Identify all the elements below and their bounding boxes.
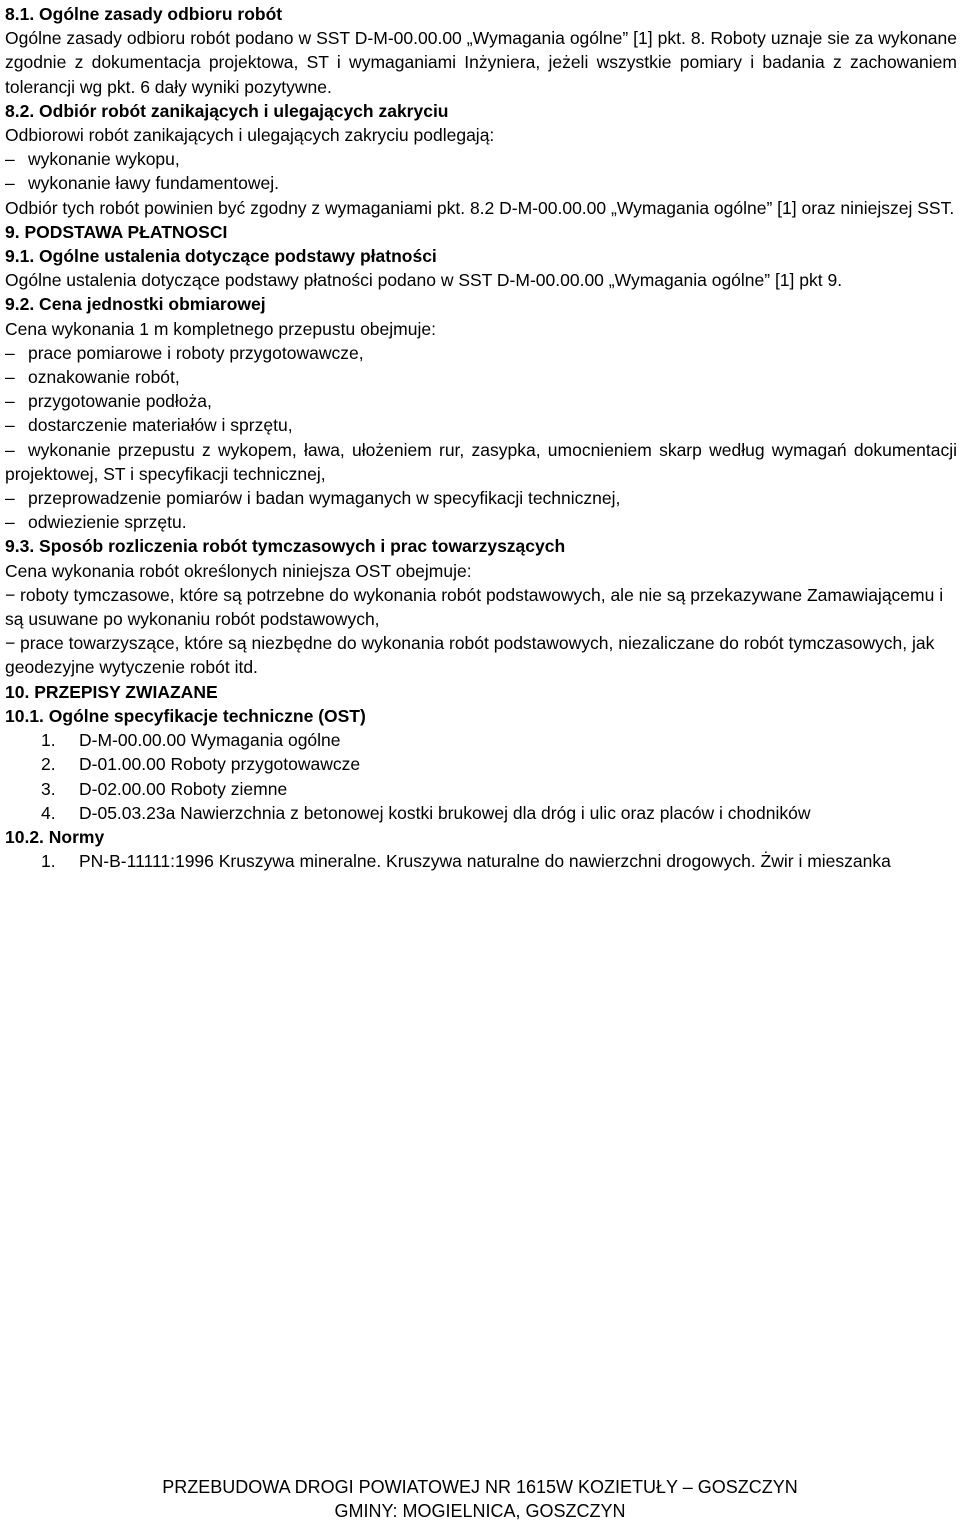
- minus-list-text: roboty tymczasowe, które są potrzebne do wykonania robót podstawowych, ale nie są przekazywane Zamawiającemu i są usuwane po wykonaniu robót podstawowych,: [5, 584, 944, 630]
- section-8-2-outro: Odbiór tych robót powinien być zgodny z wymaganiami pkt. 8.2 D-M-00.00.00 „Wymagania ogólne” [1] oraz niniejszej SST.: [5, 197, 955, 218]
- dash-list-text: wykonanie wykopu,: [28, 149, 180, 170]
- dash-list-item: [5, 171, 957, 195]
- dash-list-text: wykonanie ławy fundamentowej.: [28, 173, 279, 194]
- dash-marker: –: [5, 173, 15, 194]
- dash-list-item: [5, 389, 957, 413]
- minus-list-text: prace towarzyszące, które są niezbędne do wykonania robót podstawowych, niezaliczane do robót tymczasowych, jak geodezyjne wytyczenie robót itd.: [5, 633, 935, 678]
- list-item: [5, 849, 957, 873]
- footer-line-2: GMINY: MOGIELNICA, GOSZCZYN: [334, 1501, 626, 1521]
- dash-marker: –: [5, 149, 15, 170]
- list-item: [5, 752, 957, 776]
- dash-list-text: prace pomiarowe i roboty przygotowawcze,: [28, 342, 364, 363]
- section-9-3-intro: Cena wykonania robót określonych niniejsza OST obejmuje:: [5, 560, 472, 581]
- footer-line-1: PRZEBUDOWA DROGI POWIATOWEJ NR 1615W KOZIETUŁY – GOSZCZYN: [162, 1477, 798, 1497]
- page-footer: [0, 1475, 960, 1523]
- list-text: D-05.03.23a Nawierzchnia z betonowej kostki brukowej dla dróg i ulic oraz placów i chodników: [79, 802, 811, 823]
- dash-marker: –: [5, 439, 15, 460]
- dash-list-text: oznakowanie robót,: [28, 367, 180, 388]
- section-8-2-heading: 8.2. Odbiór robót zanikających i ulegających zakryciu: [5, 100, 449, 121]
- section-9-2-intro: Cena wykonania 1 m kompletnego przepustu obejmuje:: [5, 318, 436, 339]
- dash-list-item: [5, 413, 957, 437]
- minus-marker: −: [5, 584, 16, 605]
- list-text: D-M-00.00.00 Wymagania ogólne: [79, 730, 341, 751]
- list-item: [5, 777, 957, 801]
- list-number: 1.: [41, 730, 56, 751]
- section-9-heading: 9. PODSTAWA PŁATNOSCI: [5, 221, 228, 242]
- dash-list-item: [5, 341, 957, 365]
- list-item: [5, 801, 957, 825]
- section-8-1-heading: 8.1. Ogólne zasady odbioru robót: [5, 4, 283, 24]
- section-10-1-heading: 10.1. Ogólne specyfikacje techniczne (OST): [5, 705, 366, 726]
- list-number: 2.: [41, 754, 56, 775]
- norms-list: [5, 849, 957, 873]
- dash-marker: –: [5, 367, 15, 388]
- dash-list-text: przeprowadzenie pomiarów i badan wymaganych w specyfikacji technicznej,: [28, 488, 621, 509]
- list-text: D-01.00.00 Roboty przygotowawcze: [79, 754, 361, 775]
- list-text: D-02.00.00 Roboty ziemne: [79, 778, 288, 799]
- section-10-2-heading: 10.2. Normy: [5, 826, 105, 847]
- list-text: PN-B-11111:1996 Kruszywa mineralne. Kruszywa naturalne do nawierzchni drogowych. Żwir i mieszanka: [79, 851, 891, 872]
- document-body: [5, 2, 957, 873]
- minus-list-item: [5, 583, 957, 631]
- section-10-heading: 10. PRZEPISY ZWIAZANE: [5, 681, 218, 702]
- dash-list-item: [5, 365, 957, 389]
- minus-list-item: [5, 631, 957, 679]
- dash-list-text: wykonanie przepustu z wykopem, ława, ułożeniem rur, zasypka, umocnieniem skarp według wymagań dokumentacji projektowej, ST i specyfikacji technicznej,: [5, 439, 957, 484]
- dash-list-item: [5, 510, 957, 534]
- dash-marker: –: [5, 488, 15, 509]
- list-number: 4.: [41, 802, 56, 823]
- list-number: 1.: [41, 851, 56, 872]
- list-item: [5, 728, 957, 752]
- section-9-2-heading: 9.2. Cena jednostki obmiarowej: [5, 294, 266, 315]
- dash-list-text: dostarczenie materiałów i sprzętu,: [28, 415, 293, 436]
- dash-marker: –: [5, 342, 15, 363]
- section-8-2-intro: Odbiorowi robót zanikających i ulegających zakryciu podlegają:: [5, 125, 495, 146]
- dash-marker: –: [5, 415, 15, 436]
- dash-list-item: [5, 147, 957, 171]
- dash-list-text: przygotowanie podłoża,: [28, 391, 212, 412]
- dash-list-item: [5, 438, 957, 486]
- minus-marker: −: [5, 633, 16, 654]
- ost-list: [5, 728, 957, 825]
- dash-marker: –: [5, 512, 15, 533]
- section-8-1-text: Ogólne zasady odbioru robót podano w SST D-M-00.00.00 „Wymagania ogólne” [1] pkt. 8. Roboty uznaje sie za wykonane zgodnie z dokumentacja projektowa, ST i wymaganiami Inżyniera, jeżeli wszystkie pomiary i badania z zachowaniem tolerancji wg pkt. 6 dały wyniki pozytywne.: [5, 28, 957, 97]
- section-9-3-heading: 9.3. Sposób rozliczenia robót tymczasowych i prac towarzyszących: [5, 536, 566, 557]
- section-9-1-heading: 9.1. Ogólne ustalenia dotyczące podstawy płatności: [5, 246, 437, 267]
- dash-list-text: odwiezienie sprzętu.: [28, 512, 187, 533]
- dash-marker: –: [5, 391, 15, 412]
- list-number: 3.: [41, 778, 56, 799]
- section-9-1-text: Ogólne ustalenia dotyczące podstawy płatności podano w SST D-M-00.00.00 „Wymagania ogólne” [1] pkt 9.: [5, 270, 843, 291]
- dash-list-item: [5, 486, 957, 510]
